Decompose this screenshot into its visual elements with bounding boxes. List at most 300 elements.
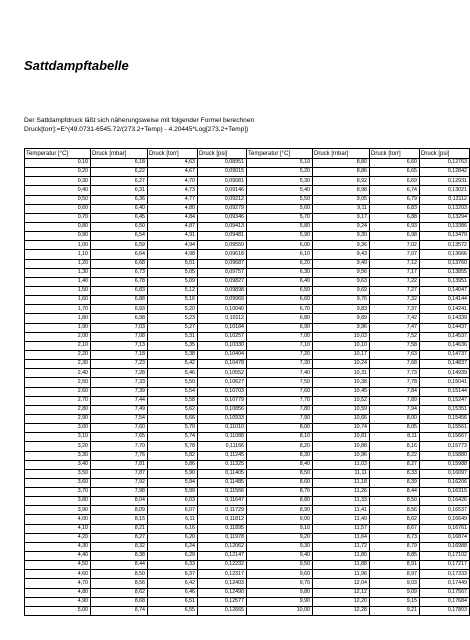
table-cell: 6,27: [91, 177, 148, 186]
table-cell: 3,20: [25, 442, 91, 451]
table-cell: 0,10478: [198, 360, 247, 369]
table-cell: 0,14939: [420, 369, 470, 378]
table-cell: 10,88: [313, 442, 370, 451]
table-cell: 8,74: [91, 606, 148, 615]
table-row: [25, 259, 470, 268]
table-cell: 6,31: [91, 186, 148, 195]
table-cell: 0,10703: [198, 387, 247, 396]
table-cell: 6,88: [370, 213, 420, 222]
table-row: [25, 350, 470, 359]
table-cell: 7,47: [370, 323, 420, 332]
table-cell: 0,70: [25, 213, 91, 222]
table-cell: 0,16649: [420, 515, 470, 524]
table-cell: 6,40: [247, 277, 313, 286]
table-cell: 8,98: [313, 186, 370, 195]
table-cell: 8,15: [91, 515, 148, 524]
table-cell: 10,03: [313, 332, 370, 341]
table-cell: 8,40: [247, 460, 313, 469]
table-cell: 5,46: [148, 369, 198, 378]
table-cell: 7,32: [370, 296, 420, 305]
table-cell: 0,13572: [420, 241, 470, 250]
table-cell: 6,11: [148, 515, 198, 524]
table-cell: 0,09550: [198, 241, 247, 250]
table-cell: 5,27: [148, 323, 198, 332]
table-cell: 1,50: [25, 286, 91, 295]
table-cell: 9,60: [247, 570, 313, 579]
column-header: Druck [torr]: [370, 149, 420, 159]
table-cell: 8,56: [370, 506, 420, 515]
table-cell: 9,56: [313, 268, 370, 277]
table-cell: 7,73: [370, 369, 420, 378]
column-header: Temperatur [°C]: [25, 149, 91, 159]
table-cell: 9,00: [247, 515, 313, 524]
table-cell: 7,20: [247, 350, 313, 359]
table-cell: 10,96: [313, 451, 370, 460]
table-cell: 4,30: [25, 542, 91, 551]
table-cell: 5,50: [247, 195, 313, 204]
table-cell: 0,11010: [198, 424, 247, 433]
table-cell: 5,38: [148, 350, 198, 359]
table-cell: 0,10112: [198, 314, 247, 323]
table-cell: 1,30: [25, 268, 91, 277]
table-cell: 4,50: [25, 561, 91, 570]
table-cell: 6,88: [91, 296, 148, 305]
table-cell: 5,94: [148, 478, 198, 487]
table-row: [25, 277, 470, 286]
table-cell: 2,30: [25, 360, 91, 369]
table-cell: 11,80: [313, 552, 370, 561]
table-cell: 0,13294: [420, 213, 470, 222]
table-cell: 4,80: [25, 588, 91, 597]
table-cell: 0,15456: [420, 414, 470, 423]
table-cell: 5,05: [148, 268, 198, 277]
table-cell: 0,11729: [198, 506, 247, 515]
table-cell: 6,51: [148, 597, 198, 606]
table-cell: 1,90: [25, 323, 91, 332]
table-cell: 7,94: [370, 405, 420, 414]
table-cell: 0,09687: [198, 259, 247, 268]
table-cell: 8,50: [370, 497, 420, 506]
table-cell: 2,20: [25, 350, 91, 359]
table-cell: 3,60: [25, 478, 91, 487]
table-cell: 9,24: [313, 222, 370, 231]
table-cell: 7,28: [91, 369, 148, 378]
table-cell: 9,20: [247, 533, 313, 542]
table-row: [25, 186, 470, 195]
table-cell: 8,62: [91, 588, 148, 597]
table-cell: 5,10: [247, 159, 313, 168]
table-cell: 6,90: [247, 323, 313, 332]
table-cell: 5,80: [247, 222, 313, 231]
table-cell: 7,18: [91, 350, 148, 359]
table-cell: 0,12062: [198, 542, 247, 551]
table-cell: 10,52: [313, 396, 370, 405]
table-cell: 6,24: [148, 542, 198, 551]
table-cell: 6,55: [148, 606, 198, 615]
table-cell: 0,15561: [420, 424, 470, 433]
table-row: [25, 213, 470, 222]
table-cell: 5,01: [148, 259, 198, 268]
table-cell: 8,05: [370, 424, 420, 433]
table-cell: 8,32: [91, 542, 148, 551]
table-cell: 10,81: [313, 433, 370, 442]
table-cell: 7,81: [91, 460, 148, 469]
table-row: [25, 332, 470, 341]
table-cell: 7,07: [370, 250, 420, 259]
table-cell: 0,30: [25, 177, 91, 186]
table-cell: 11,72: [313, 542, 370, 551]
table-cell: 8,10: [247, 433, 313, 442]
table-cell: 0,17102: [420, 552, 470, 561]
table-cell: 8,50: [247, 469, 313, 478]
table-cell: 0,12931: [420, 177, 470, 186]
table-cell: 8,79: [370, 542, 420, 551]
table-cell: 4,94: [148, 241, 198, 250]
table-row: [25, 305, 470, 314]
table-cell: 9,30: [313, 232, 370, 241]
table-cell: 0,09146: [198, 186, 247, 195]
table-cell: 0,11566: [198, 488, 247, 497]
table-cell: 4,10: [25, 524, 91, 533]
table-cell: 8,00: [370, 414, 420, 423]
table-cell: 9,17: [313, 213, 370, 222]
table-cell: 7,33: [91, 378, 148, 387]
table-cell: 5,00: [25, 606, 91, 615]
table-cell: 6,20: [148, 533, 198, 542]
table-row: [25, 414, 470, 423]
table-cell: 0,12232: [198, 561, 247, 570]
table-cell: 0,13479: [420, 232, 470, 241]
table-cell: 6,10: [247, 250, 313, 259]
table-cell: 8,16: [370, 442, 420, 451]
table-cell: 4,73: [148, 186, 198, 195]
table-row: [25, 606, 470, 615]
table-row: [25, 387, 470, 396]
table-cell: 6,64: [91, 250, 148, 259]
table-cell: 0,13760: [420, 259, 470, 268]
table-cell: 9,76: [313, 296, 370, 305]
table-cell: 0,14636: [420, 341, 470, 350]
table-cell: 7,76: [91, 451, 148, 460]
table-cell: 0,14537: [420, 332, 470, 341]
table-cell: 6,80: [247, 314, 313, 323]
table-cell: 7,60: [247, 387, 313, 396]
table-cell: 5,82: [148, 451, 198, 460]
table-cell: 1,70: [25, 305, 91, 314]
table-cell: 0,60: [25, 204, 91, 213]
table-cell: 2,60: [25, 387, 91, 396]
table-cell: 7,30: [247, 360, 313, 369]
table-cell: 0,17803: [420, 606, 470, 615]
table-cell: 6,37: [148, 570, 198, 579]
table-cell: 7,23: [91, 360, 148, 369]
table-cell: 0,10856: [198, 405, 247, 414]
table-row: [25, 515, 470, 524]
table-cell: 3,00: [25, 424, 91, 433]
table-cell: 9,80: [247, 588, 313, 597]
table-cell: 1,80: [25, 314, 91, 323]
table-cell: 3,40: [25, 460, 91, 469]
table-cell: 0,10933: [198, 414, 247, 423]
table-cell: 4,84: [148, 213, 198, 222]
table-row: [25, 561, 470, 570]
table-cell: 8,38: [91, 552, 148, 561]
table-cell: 6,83: [370, 204, 420, 213]
table-row: [25, 222, 470, 231]
formula-line: Druck[torr]:=E^(49.0731-6545.72/(273.2+Temp) - 4.20445*Log[273.2+Temp]): [24, 126, 249, 133]
table-cell: 6,36: [91, 195, 148, 204]
table-cell: 6,30: [247, 268, 313, 277]
table-cell: 0,11647: [198, 497, 247, 506]
description-line: Der Sattdampfdruck läßt sich näherungsweise mit folgender Formel berechnen: [24, 117, 255, 124]
table-cell: 7,00: [247, 332, 313, 341]
table-cell: 8,90: [247, 506, 313, 515]
table-cell: 4,40: [25, 552, 91, 561]
table-cell: 12,12: [313, 588, 370, 597]
table-cell: 0,13666: [420, 250, 470, 259]
table-cell: 0,17684: [420, 597, 470, 606]
table-cell: 0,08951: [198, 159, 247, 168]
table-cell: 7,80: [247, 405, 313, 414]
steam-table: [24, 148, 470, 616]
table-cell: 0,12577: [198, 597, 247, 606]
table-cell: 10,24: [313, 360, 370, 369]
table-cell: 7,98: [91, 488, 148, 497]
table-cell: 6,50: [91, 222, 148, 231]
table-cell: 12,04: [313, 579, 370, 588]
table-cell: 0,12842: [420, 168, 470, 177]
table-cell: 6,46: [148, 588, 198, 597]
table-cell: 6,83: [91, 286, 148, 295]
table-cell: 7,87: [91, 469, 148, 478]
table-cell: 0,11485: [198, 478, 247, 487]
table-cell: 6,00: [247, 241, 313, 250]
table-cell: 0,12317: [198, 570, 247, 579]
table-cell: 6,20: [247, 259, 313, 268]
table-cell: 7,84: [370, 387, 420, 396]
table-cell: 0,10184: [198, 323, 247, 332]
table-row: [25, 506, 470, 515]
table-cell: 6,79: [370, 195, 420, 204]
table-cell: 8,86: [313, 168, 370, 177]
table-cell: 0,16537: [420, 506, 470, 515]
table-cell: 0,15041: [420, 378, 470, 387]
table-cell: 8,44: [370, 488, 420, 497]
table-row: [25, 168, 470, 177]
table-cell: 3,30: [25, 451, 91, 460]
table-cell: 5,23: [148, 314, 198, 323]
table-cell: 8,00: [247, 424, 313, 433]
table-cell: 6,40: [91, 204, 148, 213]
table-row: [25, 488, 470, 497]
table-cell: 7,92: [91, 478, 148, 487]
table-cell: 9,30: [247, 542, 313, 551]
table-cell: 5,78: [148, 442, 198, 451]
table-row: [25, 497, 470, 506]
table-cell: 8,20: [247, 442, 313, 451]
table-cell: 0,09618: [198, 250, 247, 259]
table-cell: 11,18: [313, 478, 370, 487]
table-cell: 7,17: [370, 268, 420, 277]
table-cell: 6,60: [370, 159, 420, 168]
table-cell: 4,70: [25, 579, 91, 588]
table-cell: 5,99: [148, 488, 198, 497]
table-cell: 0,12665: [198, 606, 247, 615]
table-cell: 7,68: [370, 360, 420, 369]
table-cell: 7,70: [247, 396, 313, 405]
table-row: [25, 378, 470, 387]
table-row: [25, 360, 470, 369]
table-cell: 2,00: [25, 332, 91, 341]
table-cell: 0,13951: [420, 277, 470, 286]
table-cell: 0,14737: [420, 350, 470, 359]
table-cell: 0,15667: [420, 433, 470, 442]
table-cell: 6,74: [370, 186, 420, 195]
table-cell: 0,17449: [420, 579, 470, 588]
table-cell: 5,90: [247, 232, 313, 241]
table-row: [25, 341, 470, 350]
table-cell: 7,58: [370, 341, 420, 350]
table-cell: 0,10: [25, 159, 91, 168]
table-row: [25, 588, 470, 597]
table-cell: 4,20: [25, 533, 91, 542]
table-cell: 0,16315: [420, 488, 470, 497]
table-cell: 2,10: [25, 341, 91, 350]
table-cell: 8,91: [370, 561, 420, 570]
table-row: [25, 433, 470, 442]
table-cell: 0,50: [25, 195, 91, 204]
table-cell: 0,11405: [198, 469, 247, 478]
table-cell: 8,22: [370, 451, 420, 460]
table-cell: 6,73: [91, 268, 148, 277]
table-cell: 0,17217: [420, 561, 470, 570]
table-cell: 6,68: [91, 259, 148, 268]
table-row: [25, 579, 470, 588]
table-cell: 10,74: [313, 424, 370, 433]
table-cell: 11,33: [313, 497, 370, 506]
table-row: [25, 396, 470, 405]
table-cell: 9,10: [247, 524, 313, 533]
table-cell: 9,69: [313, 286, 370, 295]
table-cell: 0,16426: [420, 497, 470, 506]
table-cell: 0,90: [25, 232, 91, 241]
table-cell: 7,10: [247, 341, 313, 350]
table-cell: 0,09212: [198, 195, 247, 204]
description: [24, 116, 444, 134]
table-cell: 6,60: [247, 296, 313, 305]
table-cell: 0,10330: [198, 341, 247, 350]
table-cell: 5,50: [148, 378, 198, 387]
table-cell: 7,12: [370, 259, 420, 268]
table-row: [25, 195, 470, 204]
table-cell: 1,00: [25, 241, 91, 250]
table-cell: 6,78: [91, 277, 148, 286]
table-cell: 6,69: [370, 177, 420, 186]
table-cell: 5,20: [148, 305, 198, 314]
table-cell: 0,10404: [198, 350, 247, 359]
table-cell: 9,70: [247, 579, 313, 588]
table-cell: 9,40: [247, 552, 313, 561]
table-cell: 0,09279: [198, 204, 247, 213]
table-cell: 5,30: [247, 177, 313, 186]
table-cell: 6,07: [148, 506, 198, 515]
table-cell: 0,12403: [198, 579, 247, 588]
table-cell: 4,60: [25, 570, 91, 579]
table-cell: 4,00: [25, 515, 91, 524]
table-cell: 7,50: [247, 378, 313, 387]
table-cell: 8,50: [91, 570, 148, 579]
table-row: [25, 451, 470, 460]
table-cell: 2,40: [25, 369, 91, 378]
column-header: Temperatur [°C]: [247, 149, 313, 159]
table-cell: 0,11245: [198, 451, 247, 460]
table-cell: 0,20: [25, 168, 91, 177]
table-cell: 6,03: [148, 497, 198, 506]
table-cell: 0,13021: [420, 186, 470, 195]
table-cell: 0,17333: [420, 570, 470, 579]
table-cell: 5,20: [247, 168, 313, 177]
table-cell: 11,96: [313, 570, 370, 579]
table-cell: 0,12147: [198, 552, 247, 561]
table-row: [25, 524, 470, 533]
table-cell: 0,16761: [420, 524, 470, 533]
table-cell: 4,87: [148, 222, 198, 231]
table-cell: 8,21: [91, 524, 148, 533]
table-cell: 8,27: [370, 460, 420, 469]
table-cell: 7,54: [91, 414, 148, 423]
table-cell: 8,09: [91, 506, 148, 515]
table-cell: 7,08: [91, 332, 148, 341]
table-cell: 5,12: [148, 286, 198, 295]
table-cell: 0,16988: [420, 542, 470, 551]
table-cell: 12,20: [313, 597, 370, 606]
table-cell: 9,89: [313, 314, 370, 323]
table-cell: 9,11: [313, 204, 370, 213]
table-row: [25, 542, 470, 551]
table-cell: 4,77: [148, 195, 198, 204]
table-cell: 3,80: [25, 497, 91, 506]
table-cell: 0,09969: [198, 296, 247, 305]
table-cell: 0,13112: [420, 195, 470, 204]
table-cell: 5,70: [148, 424, 198, 433]
table-cell: 0,09481: [198, 232, 247, 241]
table-cell: 7,37: [370, 305, 420, 314]
table-row: [25, 597, 470, 606]
table-cell: 0,10257: [198, 332, 247, 341]
table-row: [25, 232, 470, 241]
table-cell: 8,62: [370, 515, 420, 524]
column-header: Druck [mbar]: [313, 149, 370, 159]
table-cell: 6,29: [148, 552, 198, 561]
table-cell: 8,85: [370, 552, 420, 561]
table-cell: 11,11: [313, 469, 370, 478]
header-row: [25, 149, 470, 159]
table-cell: 0,11166: [198, 442, 247, 451]
table-cell: 4,90: [25, 597, 91, 606]
table-row: [25, 405, 470, 414]
table-cell: 9,09: [370, 588, 420, 597]
page-title: Sattdampftabelle: [24, 58, 129, 73]
table-cell: 0,15144: [420, 387, 470, 396]
table-cell: 0,11895: [198, 524, 247, 533]
table-cell: 0,15351: [420, 405, 470, 414]
table-cell: 5,16: [148, 296, 198, 305]
table-cell: 5,90: [148, 469, 198, 478]
table-cell: 0,15988: [420, 460, 470, 469]
table-body: [25, 159, 470, 616]
table-cell: 1,40: [25, 277, 91, 286]
table-cell: 11,57: [313, 524, 370, 533]
